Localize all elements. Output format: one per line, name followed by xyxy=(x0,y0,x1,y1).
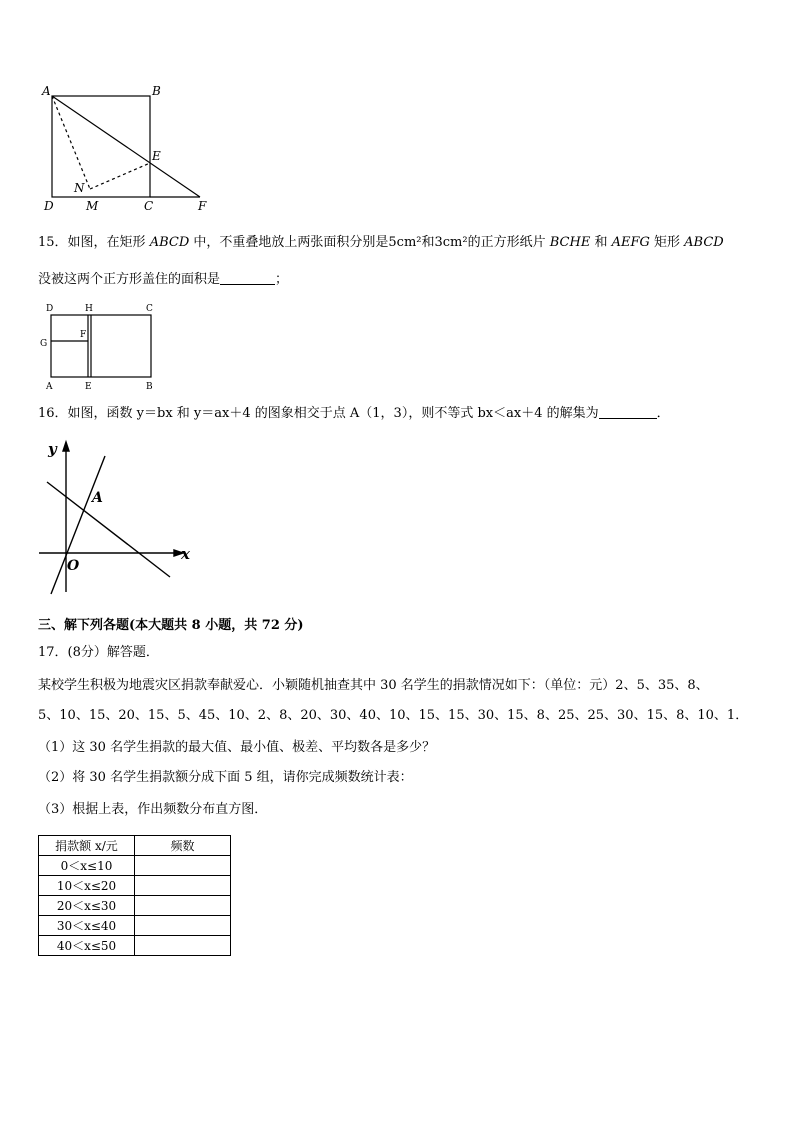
label-o: O xyxy=(67,558,80,574)
q15-square2-name: AEFG xyxy=(611,235,650,250)
dashed-an xyxy=(52,96,90,189)
count-cell[interactable] xyxy=(135,916,231,936)
rectangle-abcd xyxy=(51,315,151,377)
range-cell: 40＜x≤50 xyxy=(39,936,135,956)
q15-text: 和 xyxy=(421,235,435,250)
q17-sub1: （1）这 30 名学生捐款的最大值、最小值、极差、平均数各是多少？ xyxy=(38,740,436,755)
range-cell: 0＜x≤10 xyxy=(39,856,135,876)
label-h: H xyxy=(85,304,93,314)
label-d: D xyxy=(46,304,54,314)
q15-text: 15．如图，在矩形 xyxy=(38,235,150,250)
q17-para1: 某校学生积极为地震灾区捐款奉献爱心．小颖随机抽查其中 30 名学生的捐款情况如下：（单位：元）2、5、35、8、 xyxy=(38,678,709,693)
label-f: F xyxy=(198,199,207,213)
table-row xyxy=(39,896,231,916)
section-title: 三、解下列各题(本大题共 8 小题，共 72 分) xyxy=(38,618,304,633)
label-n: N xyxy=(74,181,85,195)
q17-sub2: （2）将 30 名学生捐款额分成下面 5 组，请你完成频数统计表： xyxy=(38,770,413,785)
label-b: B xyxy=(146,382,153,392)
q17-sub3: （3）根据上表，作出频数分布直方图． xyxy=(38,802,268,817)
figure-rectangle-abcd xyxy=(30,80,220,215)
q15-square1-name: BCHE xyxy=(549,235,591,250)
label-e: E xyxy=(85,382,92,392)
label-b: B xyxy=(152,84,161,98)
frequency-table xyxy=(38,835,231,956)
q16-line xyxy=(38,405,670,423)
q16-text: 16．如图，函数 y＝bx 和 y＝ax＋4 的图象相交于点 A（1，3），则不等式 bx＜ax＋4 的解集为 xyxy=(38,406,599,421)
q15-rect-name: ABCD xyxy=(684,235,724,250)
q16-answer-blank[interactable] xyxy=(599,406,657,419)
label-f: F xyxy=(80,330,87,340)
label-a: A xyxy=(92,490,103,506)
range-cell: 30＜x≤40 xyxy=(39,916,135,936)
label-d: D xyxy=(44,199,54,213)
label-m: M xyxy=(86,199,99,213)
q17-header: 17．(8分）解答题． xyxy=(38,645,159,660)
count-cell[interactable] xyxy=(135,876,231,896)
table-header-cell: 频数 xyxy=(135,836,231,856)
q15-line1 xyxy=(38,234,724,252)
range-cell: 20＜x≤30 xyxy=(39,896,135,916)
count-cell[interactable] xyxy=(135,896,231,916)
q15-text: 和 xyxy=(590,235,612,250)
label-c: C xyxy=(144,199,154,213)
q15-text: 中，不重叠地放上两张面积分别是 xyxy=(189,235,389,250)
q16-text: ． xyxy=(656,406,670,421)
q15-text: 矩形 xyxy=(649,235,685,250)
q15-line2 xyxy=(38,271,288,289)
label-x: x xyxy=(181,545,190,563)
rectangle-abcd xyxy=(52,96,150,197)
q15-area2: 3cm² xyxy=(434,235,468,250)
q15-answer-blank[interactable] xyxy=(220,272,275,285)
table-row xyxy=(39,876,231,896)
q15-text: 的正方形纸片 xyxy=(467,235,550,250)
table-row xyxy=(39,856,231,876)
label-c: C xyxy=(146,304,153,314)
table-header-cell: 捐款额 x/元 xyxy=(39,836,135,856)
label-a: A xyxy=(42,84,51,98)
range-cell: 10＜x≤20 xyxy=(39,876,135,896)
label-y: y xyxy=(48,440,57,458)
table-header-row xyxy=(39,836,231,856)
q15-rect-name: ABCD xyxy=(149,235,190,250)
figure-function-graphs xyxy=(35,432,200,604)
y-axis-arrow-icon xyxy=(63,442,69,451)
count-cell[interactable] xyxy=(135,936,231,956)
q17-para2: 5、10、15、20、15、5、45、10、2、8、20、30、40、10、15、15、30、15、8、25、25、30、15、8、10、1． xyxy=(38,708,749,723)
q15-area1: 5cm² xyxy=(388,235,422,250)
label-e: E xyxy=(152,149,161,163)
label-g: G xyxy=(40,339,48,349)
figure-squares-in-rectangle xyxy=(36,300,161,392)
q15-text: ； xyxy=(275,272,289,287)
dashed-ne xyxy=(90,163,150,189)
label-a: A xyxy=(46,382,53,392)
count-cell[interactable] xyxy=(135,856,231,876)
table-row xyxy=(39,916,231,936)
table-row xyxy=(39,936,231,956)
q15-text: 没被这两个正方形盖住的面积是 xyxy=(38,272,221,287)
